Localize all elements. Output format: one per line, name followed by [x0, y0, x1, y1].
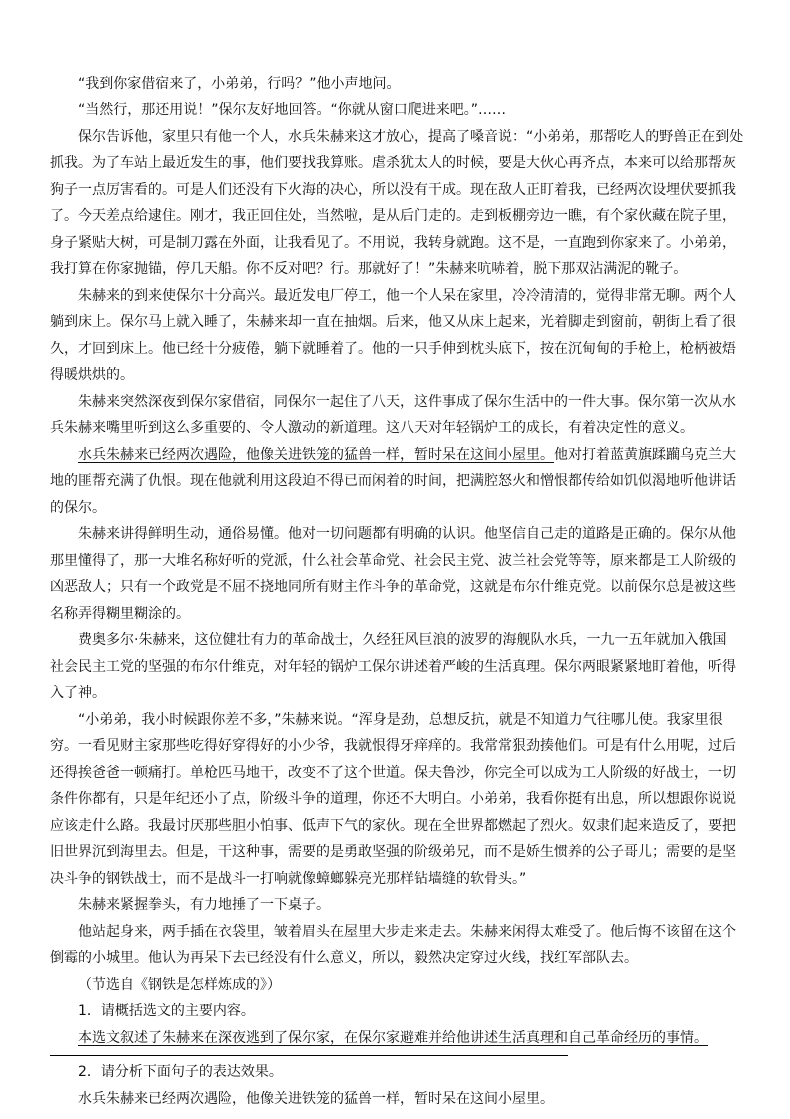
line-text: “小弟弟，我小时候跟你差不多，”朱赫来说。“浑身是劲，总想反抗，就是不知道力气往哪儿使。我家里很: [78, 711, 723, 728]
text-line: [50, 521, 744, 547]
paragraph: [50, 71, 744, 97]
text-line: [50, 680, 744, 706]
line-text: 条件你都有，只是年纪还小了点，阶级斗争的道理，你还不大明白。小弟弟，我看你挺有出息，所以想跟你说说: [50, 791, 736, 808]
line-text: 倒霉的小城里。他认为再呆下去已经没有什么意义，所以，毅然决定穿过火线，找红军部队去。: [50, 950, 638, 967]
text-line: [50, 760, 744, 786]
text-line: [50, 1059, 744, 1085]
paragraph: [50, 442, 744, 521]
line-text: 2．请分析下面句子的表达效果。: [78, 1064, 283, 1081]
answer-underline-rule: [50, 1055, 568, 1056]
line-text: 久，才回到床上。他已经十分疲倦，躺下就睡着了。他的一只手伸到枕头底下，按在沉甸甸的手枪上，枪柄被焐: [50, 340, 736, 357]
paragraph: [50, 389, 744, 442]
text-line: [50, 124, 744, 150]
paragraph: [50, 521, 744, 627]
line-text: 朱赫来的到来使保尔十分高兴。最近发电厂停工，他一个人呆在家里，冷冷清清的，觉得非常无聊。两个人: [78, 287, 736, 304]
paragraph: [50, 919, 744, 972]
text-line: [50, 601, 744, 627]
line-text: “当然行，那还用说！”保尔友好地回答。“你就从窗口爬进来吧。”……: [78, 102, 507, 119]
text-line: [50, 813, 744, 839]
text-line: [50, 919, 744, 945]
paragraph: [50, 998, 744, 1024]
text-line: [50, 892, 744, 918]
text-line: [50, 654, 744, 680]
text-line: [50, 733, 744, 759]
line-text-tail: 他对打着蓝黄旗蹂躏乌克兰大: [554, 446, 736, 463]
line-text: 保尔告诉他，家里只有他一个人，水兵朱赫来这才放心，提高了嗓音说：“小弟弟，那帮吃人的野兽正在到处: [78, 128, 744, 145]
text-line: [50, 998, 744, 1024]
line-text: 朱赫来讲得鲜明生动，通俗易懂。他对一切问题都有明确的认识。他坚信自己走的道路是正确的。保尔从他: [78, 526, 736, 543]
text-line: [50, 177, 744, 203]
line-text: 的保尔。: [50, 499, 106, 516]
text-line: [50, 150, 744, 176]
paragraph: [50, 97, 744, 123]
text-line: [50, 71, 744, 97]
text-line: [50, 574, 744, 600]
underlined-text: 本选文叙述了朱赫来在深夜逃到了保尔家，在保尔家避难并给他讲述生活真理和自己革命经历的事情。: [78, 1029, 708, 1046]
text-line: [50, 336, 744, 362]
line-text: 那里懂得了，那一大堆名称好听的党派，什么社会革命党、社会民主党、波兰社会党等等，原来都是工人阶级的: [50, 552, 736, 569]
line-text: “我到你家借宿来了，小弟弟，行吗？”他小声地问。: [78, 76, 401, 92]
line-text: 抓我。为了车站上最近发生的事，他们要找我算账。虐杀犹太人的时候，要是大伙心再齐点，本来可以给那帮灰: [50, 155, 736, 172]
line-text: 我打算在你家抛锚，停几天船。你不反对吧？行。那就好了！”朱赫来吭哧着，脱下那双沾满泥的靴子。: [50, 261, 688, 278]
line-text: 得暖烘烘的。: [50, 367, 134, 384]
line-text: 穷。一看见财主家那些吃得好穿得好的小少爷，我就恨得牙痒痒的。我常常狠劲揍他们。可是有什么用呢，过后: [50, 738, 736, 755]
paragraph: [50, 892, 744, 918]
line-text: 地的匪帮充满了仇恨。现在他就利用这段迫不得已而闲着的时间，把满腔怒火和憎恨都传给如饥似渴地听他讲话: [50, 473, 736, 490]
line-text: 了。今天差点给逮住。刚才，我正回住处，当然啦，是从后门走的。走到板棚旁边一瞧，有个家伙藏在院子里，: [50, 208, 736, 225]
paragraph: [50, 707, 744, 892]
line-text: 还得挨爸爸一顿痛打。单枪匹马地干，改变不了这个世道。保夫鲁沙，你完全可以成为工人阶级的好战士，一切: [50, 764, 736, 781]
line-text: 费奥多尔·朱赫来，这位健壮有力的革命战士，久经狂风巨浪的波罗的海舰队水兵，一九一五年就加入俄国: [78, 632, 727, 649]
line-text: （节选自《钢铁是怎样炼成的》）: [78, 976, 281, 993]
text-line: [50, 945, 744, 971]
text-line: [50, 1086, 744, 1112]
line-text: 应该走什么路。我最讨厌那些胆小怕事、低声下气的家伙。现在全世界都燃起了烈火。奴隶们起来造反了，要把: [50, 817, 736, 834]
paragraph: [50, 1059, 744, 1085]
line-text: 入了神。: [50, 685, 106, 702]
paragraph: [50, 1086, 744, 1112]
text-line: [50, 283, 744, 309]
text-line: [50, 389, 744, 415]
text-line: [50, 203, 744, 229]
line-text: 旧世界沉到海里去。但是，干这种事，需要的是勇敢坚强的阶级弟兄，而不是娇生惯养的公子哥儿；需要的是坚: [50, 844, 736, 861]
paragraph: [50, 283, 744, 389]
text-line: [50, 362, 744, 388]
paragraph: [50, 124, 744, 283]
text-line: [50, 415, 744, 441]
line-text: 兵朱赫来嘴里听到这么多重要的、令人激动的新道理。这八天对年轻锅炉工的成长，有着决定性的意义。: [50, 420, 694, 437]
text-line: [50, 1025, 744, 1051]
text-line: [50, 548, 744, 574]
line-text: 凶恶敌人；只有一个政党是不屈不挠地同所有财主作斗争的革命党，这就是布尔什维克党。以前保尔总是被这些: [50, 579, 736, 596]
underlined-text: 水兵朱赫来已经两次遇险，他像关进铁笼的猛兽一样，暂时呆在这间小屋里。: [78, 446, 554, 463]
text-line: [50, 707, 744, 733]
line-text: 1．请概括选文的主要内容。: [78, 1003, 255, 1020]
text-line: [50, 866, 744, 892]
line-text: 狗子一点厉害看的。可是人们还没有下火海的决心，所以没有干成。现在敌人正盯着我，已经两次设埋伏要抓我: [50, 181, 736, 198]
text-line: [50, 309, 744, 335]
line-text: 朱赫来紧握拳头，有力地捶了一下桌子。: [78, 897, 330, 914]
text-line: [50, 256, 744, 282]
line-text: 名称弄得糊里糊涂的。: [50, 605, 190, 622]
paragraph: [50, 627, 744, 706]
text-line: [50, 468, 744, 494]
text-line: [50, 972, 744, 998]
line-text: 身子紧贴大树，可是制刀露在外面，让我看见了。不用说，我转身就跑。这不是，一直跑到你家来了。小弟弟，: [50, 234, 736, 251]
line-text: 社会民主工党的坚强的布尔什维克，对年轻的锅炉工保尔讲述着严峻的生活真理。保尔两眼紧紧地盯着他，听得: [50, 658, 736, 675]
text-line: [50, 839, 744, 865]
paragraph: [50, 972, 744, 998]
text-line: [50, 442, 744, 468]
text-line: [50, 627, 744, 653]
text-line: [50, 230, 744, 256]
line-text: 躺到床上。保尔马上就入睡了，朱赫来却一直在抽烟。后来，他又从床上起来，光着脚走到窗前，朝街上看了很: [50, 314, 736, 331]
paragraph: [50, 1025, 744, 1051]
line-text: 他站起身来，两手插在衣袋里，皱着眉头在屋里大步走来走去。朱赫来闲得太难受了。他后悔不该留在这个: [78, 923, 736, 940]
text-line: [50, 495, 744, 521]
text-line: [50, 786, 744, 812]
line-text: 朱赫来突然深夜到保尔家借宿，同保尔一起住了八天，这件事成了保尔生活中的一件大事。保尔第一次从水: [78, 393, 736, 410]
text-line: [50, 97, 744, 123]
line-text: 水兵朱赫来已经两次遇险，他像关进铁笼的猛兽一样，暂时呆在这间小屋里。: [78, 1090, 554, 1107]
line-text: 决斗争的钢铁战士，而不是战斗一打响就像蟑螂躲亮光那样钻墙缝的软骨头。”: [50, 870, 527, 887]
